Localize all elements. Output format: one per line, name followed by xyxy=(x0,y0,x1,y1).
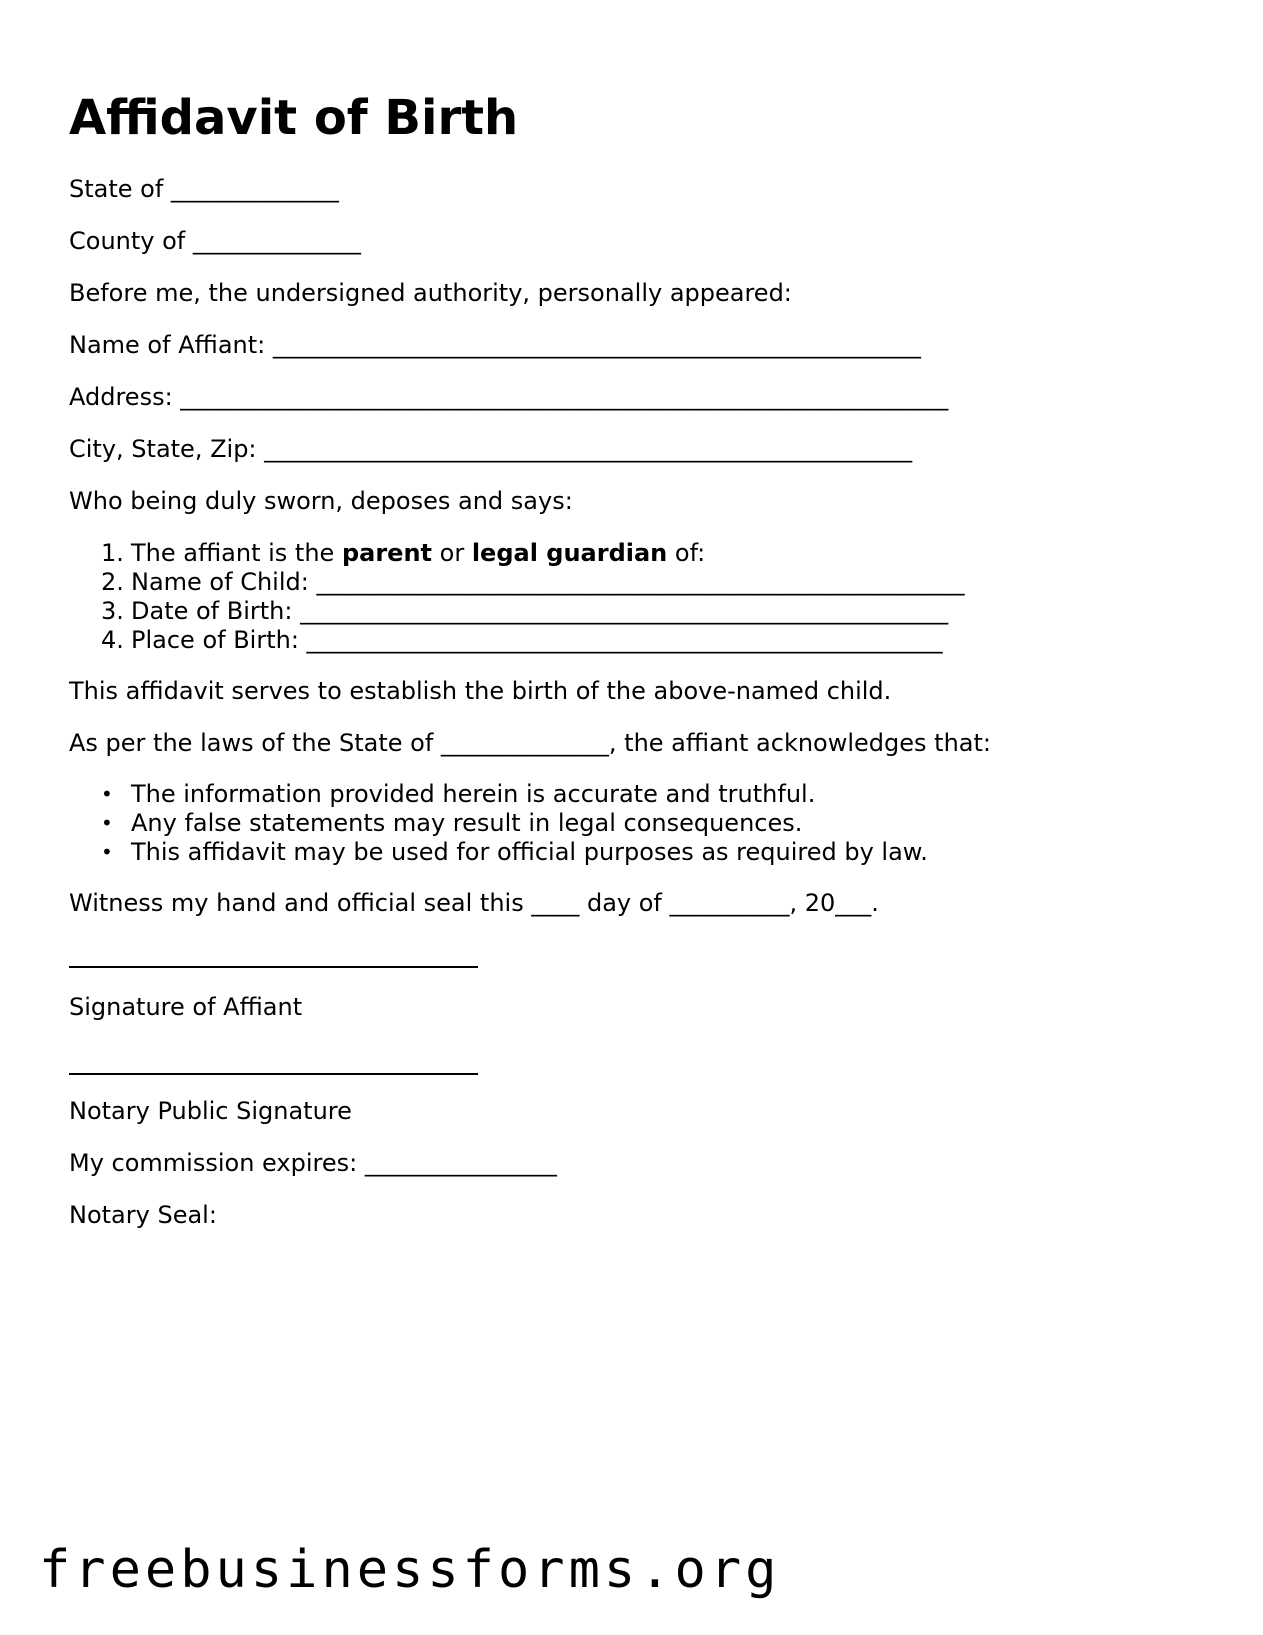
parent-term: parent xyxy=(341,539,432,567)
list-item: • This affidavit may be used for official purposes as required by law. xyxy=(101,838,928,866)
sworn-line: Who being duly sworn, deposes and says: xyxy=(69,487,573,515)
notary-seal-label: Notary Seal: xyxy=(69,1201,217,1229)
list-item xyxy=(69,626,964,655)
witness-line: Witness my hand and official seal this ____ day of __________, 20___. xyxy=(69,889,879,917)
address-line: Address: ________________________________________________________________ xyxy=(69,383,949,411)
city-state-zip-line: City, State, Zip: ______________________________________________________ xyxy=(69,435,913,463)
date-of-birth-line: Date of Birth: ______________________________________________________ xyxy=(131,597,949,625)
bullet-icon: • xyxy=(101,811,113,835)
list-item: • Any false statements may result in legal consequences. xyxy=(101,809,803,837)
name-of-affiant-line: Name of Affiant: ______________________________________________________ xyxy=(69,331,921,359)
notary-signature-label: Notary Public Signature xyxy=(69,1097,352,1125)
commission-expires-line: My commission expires: ________________ xyxy=(69,1149,557,1177)
notary-signature-rule xyxy=(69,1073,478,1075)
before-me-line: Before me, the undersigned authority, personally appeared: xyxy=(69,279,792,307)
legal-guardian-term: legal guardian xyxy=(471,539,668,567)
numbered-statements xyxy=(69,539,964,655)
list-number: 4. xyxy=(101,626,124,654)
list-item xyxy=(69,568,964,597)
list-item: • The information provided herein is accurate and truthful. xyxy=(101,780,816,808)
county-of-line: County of ______________ xyxy=(69,227,361,255)
bullet-icon: • xyxy=(101,782,113,806)
affiant-signature-rule xyxy=(69,966,478,968)
list-number: 1. xyxy=(101,539,124,567)
serves-line: This affidavit serves to establish the birth of the above-named child. xyxy=(69,677,892,705)
state-of-line: State of ______________ xyxy=(69,175,339,203)
list-number: 2. xyxy=(101,568,124,596)
bullet-icon: • xyxy=(101,840,113,864)
list-number: 3. xyxy=(101,597,124,625)
site-watermark: freebusinessforms.org xyxy=(39,1540,781,1600)
place-of-birth-line: Place of Birth: _____________________________________________________ xyxy=(131,626,943,654)
name-of-child-line: Name of Child: ______________________________________________________ xyxy=(131,568,965,596)
list-item: 1. The affiant is the parent or legal guardian of: xyxy=(101,539,706,567)
page-title: Affidavit of Birth xyxy=(69,90,519,146)
list-item xyxy=(69,597,964,626)
acknowledgement-list xyxy=(69,780,928,867)
as-per-line: As per the laws of the State of ______________, the affiant acknowledges that: xyxy=(69,729,991,757)
signature-of-affiant-label: Signature of Affiant xyxy=(69,993,303,1021)
